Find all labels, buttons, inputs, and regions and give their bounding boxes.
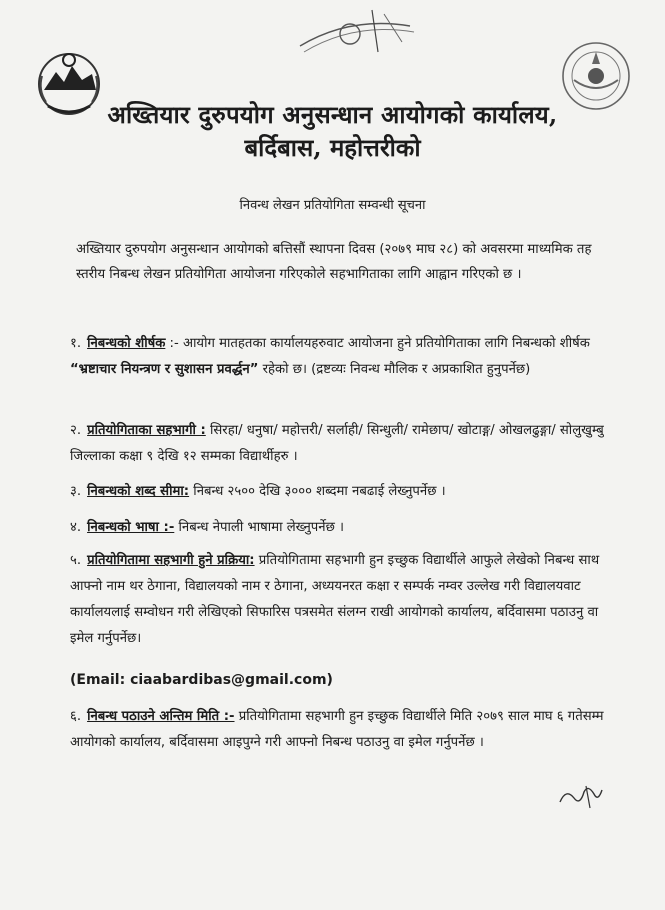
item-text: निबन्ध नेपाली भाषामा लेख्नुपर्नेछ । bbox=[174, 520, 345, 535]
signature-icon bbox=[556, 780, 606, 810]
item-text: :- आयोग मातहतका कार्यालयहरुवाट आयोजना हुने प्रतियोगिताका लागि निबन्धको शीर्षक bbox=[165, 336, 590, 351]
email-line[interactable]: (Email: ciaabardibas@gmail.com) bbox=[70, 672, 333, 688]
list-item-deadline bbox=[70, 704, 618, 756]
item-text: रहेको छ। (द्रष्टव्यः निवन्ध मौलिक र अप्रकाशित हुनुपर्नेछ) bbox=[258, 362, 531, 377]
item-text: प्रतियोगितामा सहभागी हुन इच्छुक विद्यार्थीले मिति २०७९ साल माघ ६ गतेसम्म आयोगको कार्यालय, बर्दिवासमा आइपुग्ने गरी आफ्नो निबन्ध पठाउनु वा इमेल गर्नुपर्नेछ । bbox=[70, 709, 604, 750]
item-text: निबन्ध २५०० देखि ३००० शब्दमा नबढाई लेख्नुपर्नेछ । bbox=[189, 484, 446, 499]
item-number: ४. bbox=[70, 520, 82, 535]
item-heading: निबन्धको शीर्षक bbox=[87, 336, 166, 351]
list-item-title bbox=[70, 331, 618, 383]
list-item-word-limit bbox=[70, 479, 618, 505]
essay-topic: “भ्रष्टाचार नियन्त्रण र सुशासन प्रवर्द्धन” bbox=[70, 362, 259, 377]
intro-paragraph: अख्तियार दुरुपयोग अनुसन्धान आयोगको बत्तिसौं स्थापना दिवस (२०७९ माघ २८) को अवसरमा माध्यमिक तह स्तरीय निबन्ध लेखन प्रतियोगिता आयोजना गरिएकोले सहभागिताका लागि आह्वान गरिएको छ । bbox=[76, 242, 592, 282]
item-text: सिरहा/ धनुषा/ महोत्तरी/ सर्लाही/ सिन्धुली/ रामेछाप/ खोटाङ्ग/ ओखलढुङ्गा/ सोलुखुम्बु जिल्लाका कक्षा ९ देखि १२ सम्मका विद्यार्थीहरु । bbox=[70, 423, 604, 464]
item-number: ५. bbox=[70, 553, 82, 568]
item-heading: निबन्धको भाषा :- bbox=[87, 520, 175, 535]
office-name-line2: बर्दिबास, महोत्तरीको bbox=[244, 133, 421, 162]
item-number: ६. bbox=[70, 709, 82, 724]
item-heading: निबन्ध पठाउने अन्तिम मिति :- bbox=[87, 709, 235, 724]
list-item-language bbox=[70, 515, 618, 541]
item-number: ३. bbox=[70, 484, 82, 499]
item-heading: निबन्धको शब्द सीमा: bbox=[87, 484, 190, 499]
notice-title: निवन्ध लेखन प्रतियोगिता सम्वन्धी सूचना bbox=[239, 198, 426, 213]
item-heading: प्रतियोगितामा सहभागी हुने प्रक्रिया: bbox=[87, 553, 255, 568]
item-number: २. bbox=[70, 423, 82, 438]
item-text: प्रतियोगितामा सहभागी हुन इच्छुक विद्यार्थीले आफुले लेखेको निबन्ध साथ आफ्नो नाम थर ठेगाना, विद्यालयको नाम र ठेगाना, अध्ययनरत कक्षा र सम्पर्क नम्वर उल्लेख गरी विद्यालयवाट कार्यालयलाई सम्वोधन गरी लेखिएको सिफारिस पत्रसमेत संलग्न राखी आयोगको कार्यालय, बर्दिवासमा पठाउनु वा इमेल गर्नुपर्नेछ। bbox=[70, 553, 600, 646]
list-item-process bbox=[70, 548, 618, 652]
office-name-line1: अख्तियार दुरुपयोग अनुसन्धान आयोगको कार्यालय, bbox=[107, 100, 558, 129]
item-number: १. bbox=[70, 336, 82, 351]
list-item-participants bbox=[70, 418, 618, 470]
stamp-icon bbox=[290, 6, 420, 56]
item-heading: प्रतियोगिताका सहभागी : bbox=[87, 423, 206, 438]
